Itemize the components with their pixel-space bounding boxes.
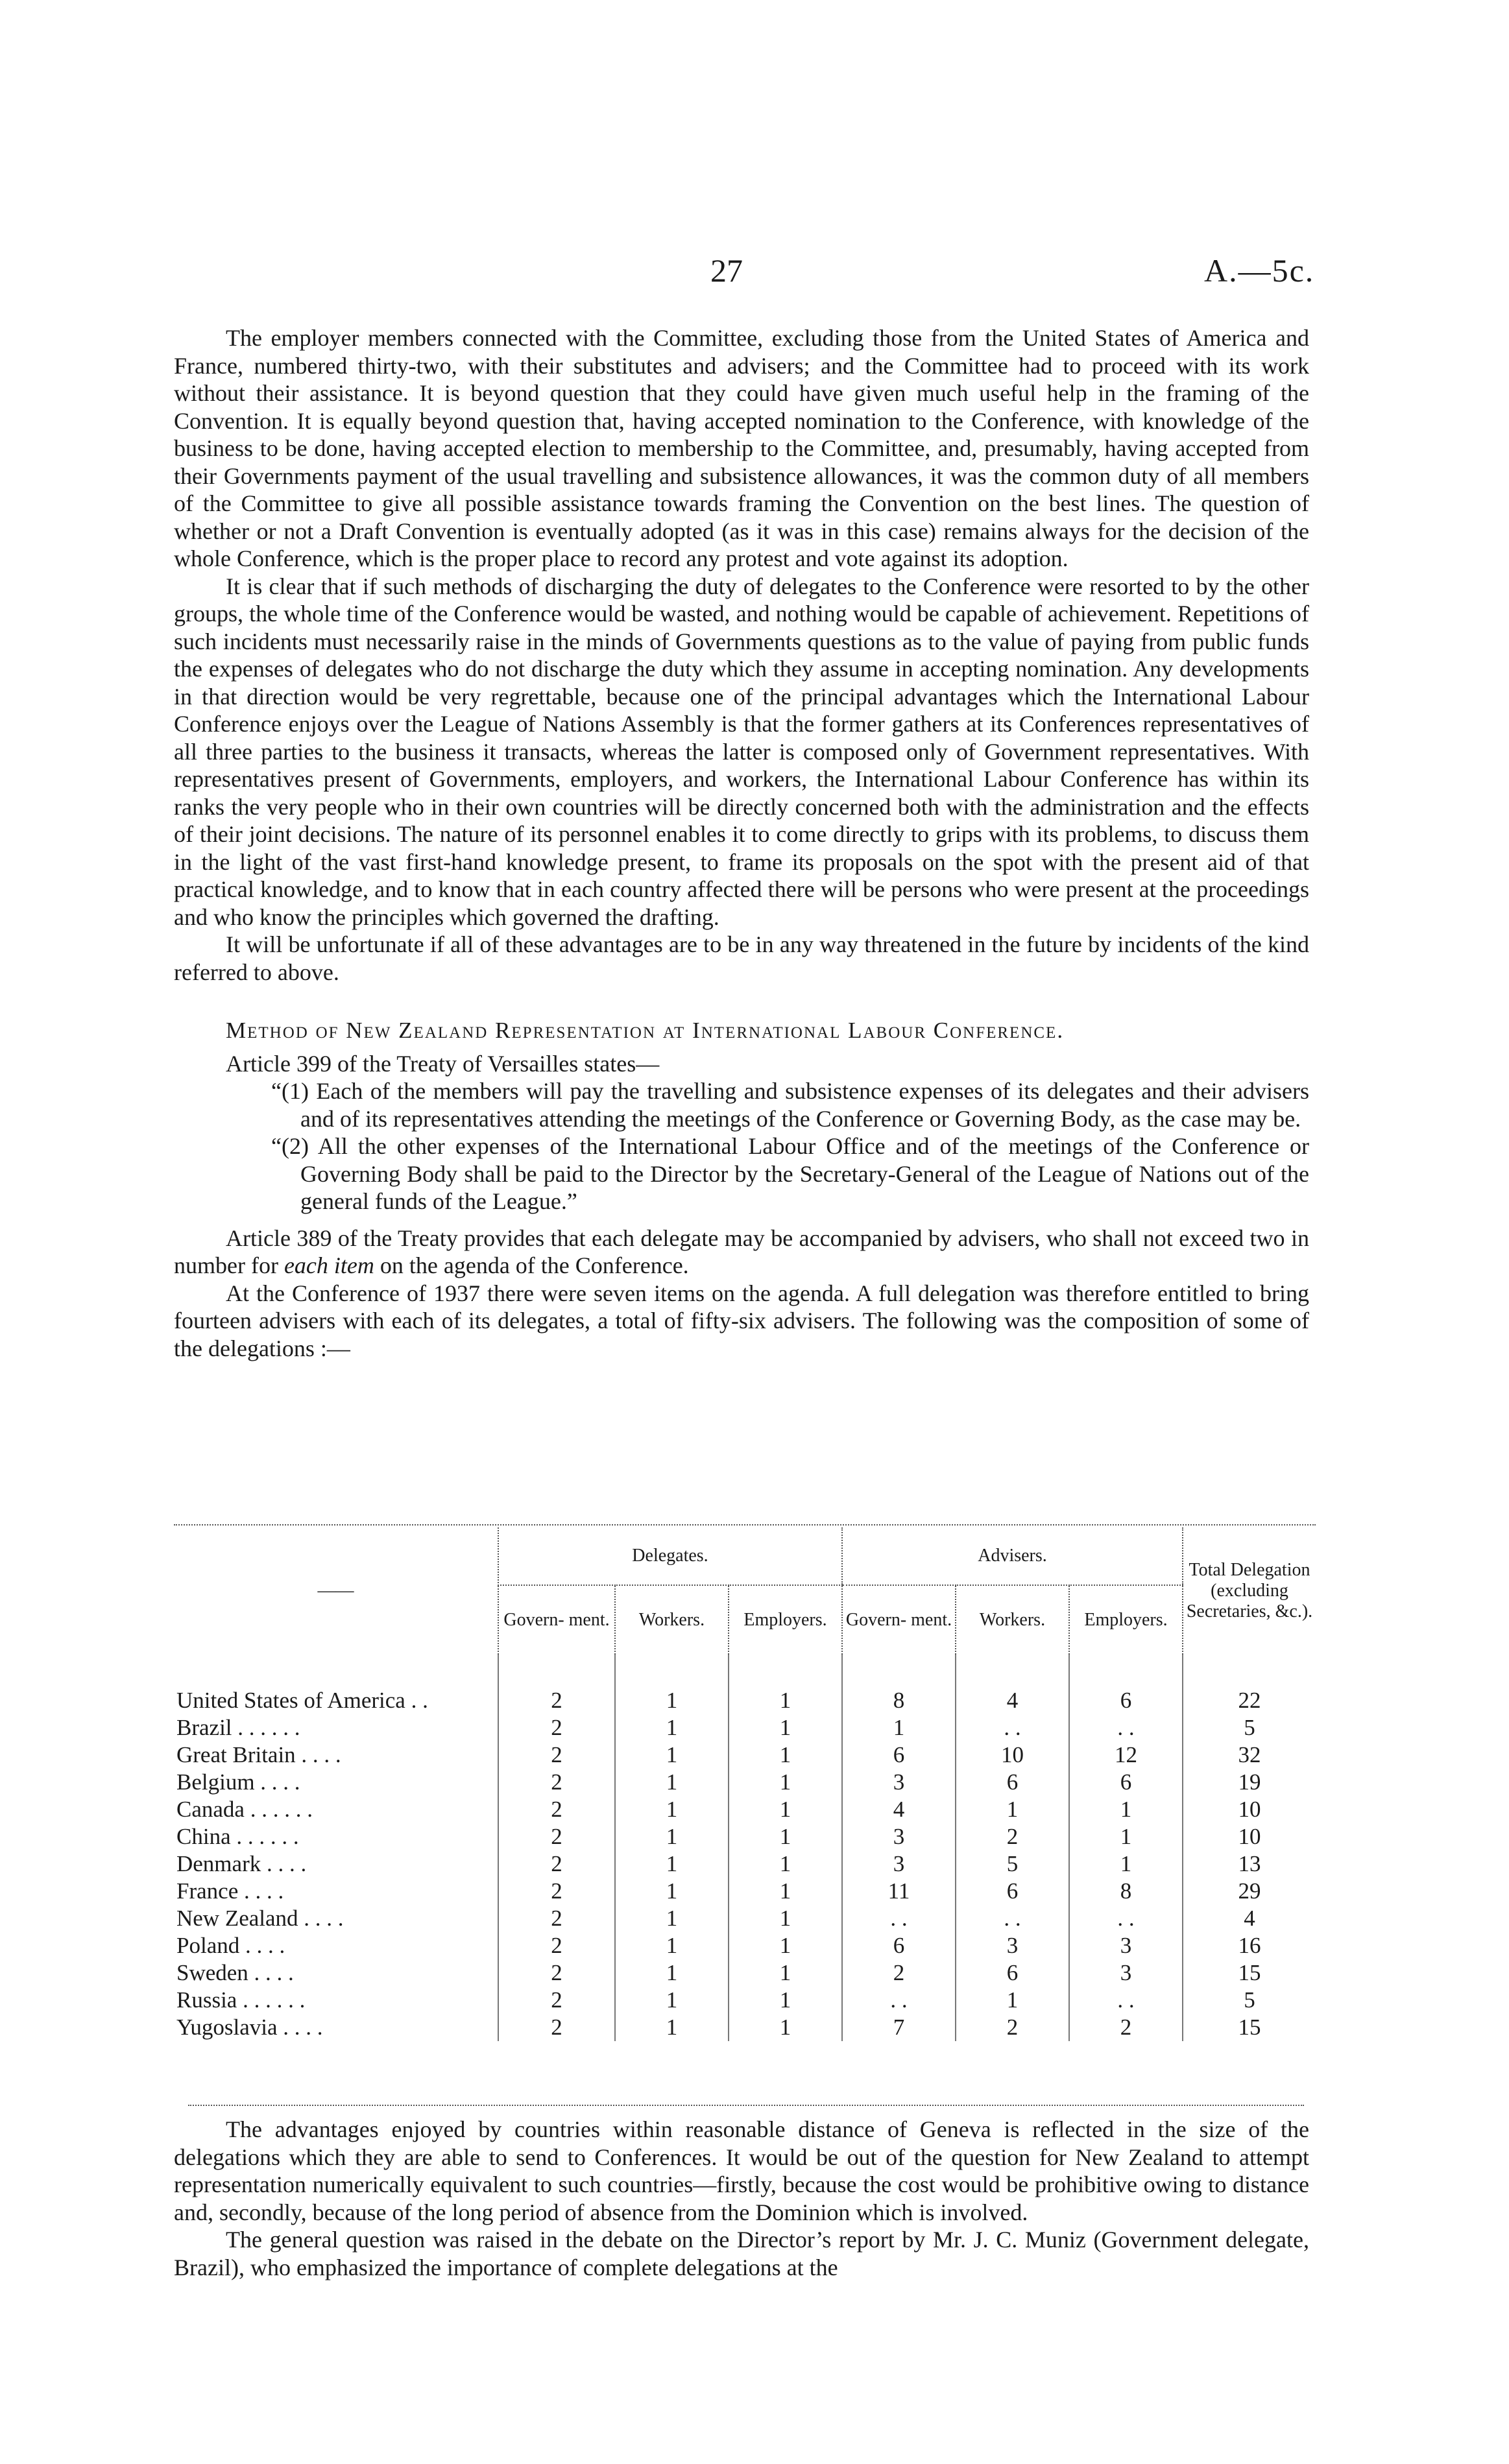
delegates-workers-cell: 1 — [615, 1687, 729, 1714]
delegates-workers-cell: 1 — [615, 1878, 729, 1905]
delegates-workers-cell: 1 — [615, 1932, 729, 1959]
paragraph-conference-1937: At the Conference of 1937 there were seven items on the agenda. A full delegation was therefore entitled to bring fourteen advisers with each of its delegates, a total of fifty-six advisers. The following was the composition of some of the delegations :— — [174, 1280, 1309, 1361]
table-top-rule — [174, 1524, 1316, 1525]
body-text — [174, 324, 1309, 1362]
delegates-employers-cell: 1 — [729, 1769, 842, 1796]
advisers-workers-cell: 10 — [956, 1741, 1069, 1769]
total-cell: 19 — [1183, 1769, 1316, 1796]
advisers-workers-cell: . . — [956, 1714, 1069, 1741]
advisers-government-cell: 11 — [842, 1878, 956, 1905]
country-cell: Russia . . . . . . — [176, 1987, 306, 2013]
country-cell: France . . . . — [176, 1878, 284, 1904]
total-cell: 29 — [1183, 1878, 1316, 1905]
article-389-italic: each item — [284, 1252, 374, 1278]
total-cell: 5 — [1183, 1714, 1316, 1741]
delegates-government-header: Govern- ment. — [498, 1585, 615, 1655]
delegates-workers-header: Workers. — [615, 1585, 729, 1655]
delegates-government-cell: 2 — [498, 1796, 615, 1823]
advisers-employers-cell: 3 — [1069, 1959, 1183, 1987]
delegates-government-cell: 2 — [498, 1687, 615, 1714]
delegates-government-cell: 2 — [498, 1959, 615, 1987]
delegations-table — [174, 1527, 1316, 2041]
country-cell: Yugoslavia . . . . — [176, 2015, 323, 2040]
paragraph-3: It will be unfortunate if all of these advantages are to be in any way threatened in the future by incidents of the kind referred to above. — [174, 931, 1309, 985]
delegates-workers-cell: 1 — [615, 2014, 729, 2041]
total-cell: 5 — [1183, 1987, 1316, 2014]
document-reference: A.—5c. — [1204, 252, 1315, 289]
delegates-government-cell: 2 — [498, 1878, 615, 1905]
delegates-employers-cell: 1 — [729, 1905, 842, 1932]
advisers-government-cell: 4 — [842, 1796, 956, 1823]
delegates-government-cell: 2 — [498, 1741, 615, 1769]
advisers-government-header: Govern- ment. — [842, 1585, 956, 1655]
table-row — [174, 1687, 1316, 1714]
delegates-workers-cell: 1 — [615, 1850, 729, 1878]
advisers-government-cell: 6 — [842, 1932, 956, 1959]
table-row — [174, 1932, 1316, 1959]
paragraph-geneva: The advantages enjoyed by countries within reasonable distance of Geneva is reflected in the size of the delegations which they are able to send to Conferences. It would be out of the question for New Zealand to attempt representation numerically equivalent to such countries—firstly, because the cost would be prohibitive owing to distance and, secondly, because of the long period of absence from the Dominion which is involved. — [174, 2116, 1309, 2225]
total-cell: 22 — [1183, 1687, 1316, 1714]
advisers-workers-header: Workers. — [956, 1585, 1069, 1655]
advisers-workers-cell: 4 — [956, 1687, 1069, 1714]
country-cell: New Zealand . . . . — [176, 1906, 344, 1931]
page-header — [0, 252, 1509, 304]
delegates-group-header: Delegates. — [498, 1527, 842, 1585]
advisers-group-header: Advisers. — [842, 1527, 1183, 1585]
delegates-employers-cell: 1 — [729, 1959, 842, 1987]
total-cell: 32 — [1183, 1741, 1316, 1769]
delegates-government-cell: 2 — [498, 1987, 615, 2014]
advisers-government-cell: 6 — [842, 1741, 956, 1769]
advisers-workers-cell: 2 — [956, 2014, 1069, 2041]
paragraph-1: The employer members connected with the Committee, excluding those from the United States of America and France, numbered thirty-two, with their substitutes and advisers; and the Committee had to proceed with its work without their assistance. It is beyond question that they could have given much useful help in the framing of the Convention. It is equally beyond question that, having accepted nomination to the Conference, with knowledge of the business to be done, having accepted election to membership to the Committee, and, presumably, having accepted from their Governments payment of the usual travelling and subsistence allowances, it was the common duty of all members of the Committee to give all possible assistance towards framing the Convention on the best lines. The question of whether or not a Draft Convention is eventually adopted (as it was in this case) remains always for the decision of the whole Conference, which is the proper place to record any protest and vote against its adoption. — [174, 325, 1309, 571]
country-cell: Brazil . . . . . . — [176, 1715, 300, 1740]
delegates-workers-cell: 1 — [615, 1905, 729, 1932]
delegates-workers-cell: 1 — [615, 1987, 729, 2014]
advisers-workers-cell: 1 — [956, 1987, 1069, 2014]
advisers-government-cell: 3 — [842, 1823, 956, 1850]
delegates-employers-cell: 1 — [729, 1932, 842, 1959]
advisers-workers-cell: 2 — [956, 1823, 1069, 1850]
advisers-workers-cell: 6 — [956, 1769, 1069, 1796]
advisers-employers-cell: 1 — [1069, 1850, 1183, 1878]
paragraph-muniz: The general question was raised in the debate on the Director’s report by Mr. J. C. Muniz (Government delegate, Brazil), who emphasized the importance of complete delegations at the — [174, 2227, 1309, 2280]
country-cell: United States of America . . — [176, 1688, 428, 1713]
total-cell: 15 — [1183, 2014, 1316, 2041]
delegates-government-cell: 2 — [498, 1850, 615, 1878]
table-row — [174, 1987, 1316, 2014]
advisers-employers-cell: 6 — [1069, 1687, 1183, 1714]
delegates-workers-cell: 1 — [615, 1741, 729, 1769]
article-389-text-2: on the agenda of the Conference. — [374, 1252, 689, 1278]
country-cell: Belgium . . . . — [176, 1769, 300, 1795]
advisers-government-cell: 1 — [842, 1714, 956, 1741]
total-cell: 16 — [1183, 1932, 1316, 1959]
country-cell: Canada . . . . . . — [176, 1797, 313, 1822]
advisers-employers-cell: 2 — [1069, 2014, 1183, 2041]
quote-clause-2: “(2) All the other expenses of the International Labour Office and of the meetings of the Conference or Governing Body shall be paid to the Director by the Secretary-General of the League of Nations out of the general funds of the League.” — [271, 1133, 1309, 1214]
table-row — [174, 1796, 1316, 1823]
table-row — [174, 2014, 1316, 2041]
section-heading: Method of New Zealand Representation at International Labour Conference. — [226, 1018, 1065, 1043]
paragraph-article-389 — [174, 1225, 1309, 1280]
advisers-employers-cell: 8 — [1069, 1878, 1183, 1905]
advisers-employers-cell: 6 — [1069, 1769, 1183, 1796]
header-spacer-row — [174, 1655, 1316, 1687]
table-row — [174, 1823, 1316, 1850]
delegates-government-cell: 2 — [498, 1714, 615, 1741]
delegates-employers-cell: 1 — [729, 1823, 842, 1850]
advisers-government-cell: 7 — [842, 2014, 956, 2041]
country-cell: Poland . . . . — [176, 1933, 285, 1958]
delegates-employers-cell: 1 — [729, 1850, 842, 1878]
total-delegation-header: Total Delegation (excluding Secretaries, &c.). — [1183, 1527, 1316, 1655]
table-row — [174, 1878, 1316, 1905]
total-cell: 10 — [1183, 1823, 1316, 1850]
delegates-government-cell: 2 — [498, 1823, 615, 1850]
table-row — [174, 1850, 1316, 1878]
article-389-text-1: Article 389 of the Treaty provides that each delegate may be accompanied by advisers, who shall not exceed two in number for — [174, 1225, 1309, 1278]
advisers-employers-cell: . . — [1069, 1987, 1183, 2014]
advisers-government-cell: . . — [842, 1987, 956, 2014]
page-number: 27 — [710, 252, 743, 289]
advisers-employers-cell: . . — [1069, 1905, 1183, 1932]
paragraph-2: It is clear that if such methods of discharging the duty of delegates to the Conference were resorted to by the other groups, the whole time of the Conference would be wasted, and nothing would be capable of achievement. Repetitions of such incidents must necessarily raise in the minds of Governments questions as to the value of paying from public funds the expenses of delegates who do not discharge the duty which they assume in accepting nomination. Any developments in that direction would be very regrettable, because one of the principal advantages which the International Labour Conference enjoys over the League of Nations Assembly is that the former gathers at its Conferences representatives of all three parties to the business it transacts, whereas the latter is composed only of Government representatives. With representatives present of Governments, employers, and workers, the International Labour Conference has within its ranks the very people who in their own countries will be directly concerned both with the administration and the effects of their joint decisions. The nature of its personnel enables it to come directly to grips with its problems, to discuss them in the light of the vast first-hand knowledge present, to frame its proposals on the spot with the present aid of that practical knowledge, and to know that in each country affected there will be persons who were present at the proceedings and who know the principles which governed the drafting. — [174, 573, 1309, 930]
advisers-government-cell: 8 — [842, 1687, 956, 1714]
paragraph-article-399: Article 399 of the Treaty of Versailles states— — [226, 1050, 660, 1077]
delegates-workers-cell: 1 — [615, 1959, 729, 1987]
total-cell: 10 — [1183, 1796, 1316, 1823]
stub-header: —— — [317, 1581, 354, 1601]
delegates-workers-cell: 1 — [615, 1796, 729, 1823]
delegates-employers-cell: 1 — [729, 2014, 842, 2041]
advisers-workers-cell: 6 — [956, 1878, 1069, 1905]
table-row — [174, 1741, 1316, 1769]
total-cell: 13 — [1183, 1850, 1316, 1878]
country-cell: Sweden . . . . — [176, 1960, 294, 1985]
delegates-government-cell: 2 — [498, 1905, 615, 1932]
delegates-employers-cell: 1 — [729, 1796, 842, 1823]
advisers-government-cell: . . — [842, 1905, 956, 1932]
advisers-workers-cell: 1 — [956, 1796, 1069, 1823]
advisers-government-cell: 3 — [842, 1769, 956, 1796]
delegates-government-cell: 2 — [498, 1769, 615, 1796]
country-cell: Great Britain . . . . — [176, 1742, 341, 1767]
delegates-employers-header: Employers. — [729, 1585, 842, 1655]
delegates-workers-cell: 1 — [615, 1714, 729, 1741]
advisers-government-cell: 2 — [842, 1959, 956, 1987]
total-cell: 15 — [1183, 1959, 1316, 1987]
table-row — [174, 1905, 1316, 1932]
advisers-employers-cell: 1 — [1069, 1823, 1183, 1850]
body-text-lower — [174, 2116, 1309, 2281]
delegates-workers-cell: 1 — [615, 1823, 729, 1850]
delegates-employers-cell: 1 — [729, 1741, 842, 1769]
advisers-workers-cell: . . — [956, 1905, 1069, 1932]
table-row — [174, 1714, 1316, 1741]
quote-clause-1: “(1) Each of the members will pay the travelling and subsistence expenses of its delegates and their advisers and of its representatives attending the meetings of the Conference or Governing Body, as the case may be. — [271, 1078, 1309, 1132]
delegates-employers-cell: 1 — [729, 1878, 842, 1905]
advisers-workers-cell: 6 — [956, 1959, 1069, 1987]
delegates-government-cell: 2 — [498, 2014, 615, 2041]
advisers-employers-cell: 12 — [1069, 1741, 1183, 1769]
table-row — [174, 1959, 1316, 1987]
advisers-government-cell: 3 — [842, 1850, 956, 1878]
advisers-employers-cell: . . — [1069, 1714, 1183, 1741]
delegates-employers-cell: 1 — [729, 1987, 842, 2014]
table-row — [174, 1769, 1316, 1796]
delegates-government-cell: 2 — [498, 1932, 615, 1959]
advisers-employers-cell: 3 — [1069, 1932, 1183, 1959]
delegates-employers-cell: 1 — [729, 1714, 842, 1741]
delegates-employers-cell: 1 — [729, 1687, 842, 1714]
country-cell: Denmark . . . . — [176, 1851, 307, 1876]
advisers-workers-cell: 5 — [956, 1850, 1069, 1878]
advisers-employers-cell: 1 — [1069, 1796, 1183, 1823]
advisers-workers-cell: 3 — [956, 1932, 1069, 1959]
country-cell: China . . . . . . — [176, 1824, 299, 1849]
advisers-employers-header: Employers. — [1069, 1585, 1183, 1655]
total-cell: 4 — [1183, 1905, 1316, 1932]
delegates-workers-cell: 1 — [615, 1769, 729, 1796]
table-bottom-rule — [188, 2105, 1304, 2106]
